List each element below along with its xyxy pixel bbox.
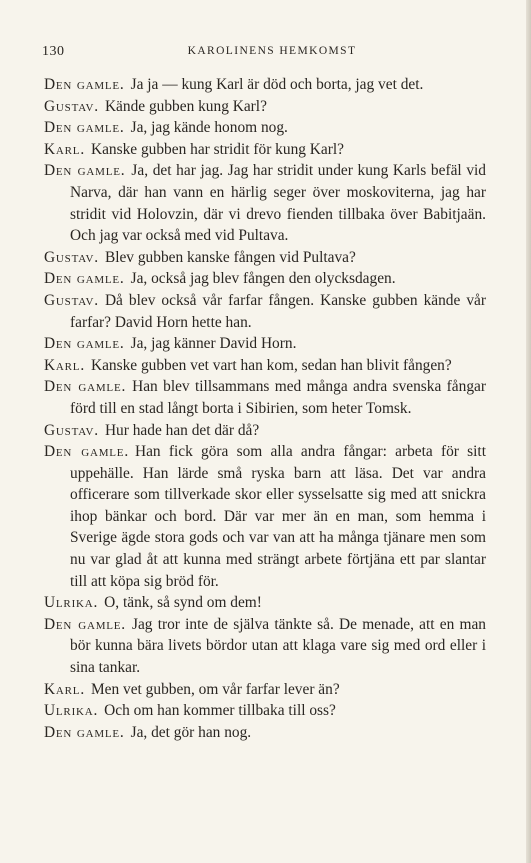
dialogue-body [44, 74, 486, 743]
speaker-name: Ulrika. [44, 594, 99, 612]
speaker-name: Karl. [44, 140, 85, 158]
speech-text: Ja, det har jag. Jag har stridit under kung Karls befäl vid Narva, där han vann en härlig seger över moskoviterna, jag har stridit vid Holovzin, där vi drevo fienden tillbaka över Babitjaän. Och jag var också med vid Pultava. [70, 162, 486, 245]
speech-text: Hur hade han det där då? [104, 421, 260, 439]
speech-line [44, 420, 486, 442]
speaker-name: Den gamle. [44, 378, 127, 396]
speaker-name: Den gamle. [44, 270, 125, 288]
speech-text: Kanske gubben vet vart han kom, sedan han blivit fången? [90, 356, 452, 374]
speaker-name: Den gamle. [44, 76, 125, 93]
speech-line [44, 268, 486, 290]
speech-line [44, 700, 486, 722]
speaker-name: Den gamle. [44, 443, 129, 461]
speech-line [44, 679, 486, 701]
speech-text: Ja, jag kände honom nog. [130, 119, 288, 137]
speech-text: Blev gubben kanske fången vid Pultava? [104, 248, 356, 266]
speech-line [44, 160, 486, 246]
speech-text: Han blev tillsammans med många andra svenska fångar förd till en stad långt borta i Sibirien, som heter Tomsk. [70, 378, 486, 417]
speech-line [44, 722, 486, 744]
speech-line [44, 441, 486, 592]
speech-text: Han fick göra som alla andra fångar: arbeta för sitt uppehälle. Han lärde små ryska barn att läsa. Det var andra officerare som tillverkade skor eller sysselsatte sig med att snickra ihop bänkar och bord. Där var mer än en man, som hemma i Sverige ägde stora gods och var van att ha många tjänare men som nu var glad åt att kunna med strängt arbete förtjäna ett par slantar till att köpa sig bröd för. [70, 443, 486, 590]
speaker-name: Ulrika. [44, 702, 99, 720]
speech-text: Kände gubben kung Karl? [104, 97, 267, 115]
speech-line [44, 247, 486, 269]
speaker-name: Karl. [44, 356, 85, 374]
speech-text: Då blev också vår farfar fången. Kanske gubben kände vår farfar? David Horn hette han. [70, 291, 486, 331]
speech-line [44, 290, 486, 333]
running-title: KAROLINENS HEMKOMST [187, 45, 357, 57]
speech-text: Kanske gubben har stridit för kung Karl? [90, 140, 344, 158]
speaker-name: Den gamle. [44, 335, 125, 353]
speaker-name: Gustav. [44, 291, 99, 309]
speaker-name: Gustav. [44, 97, 99, 115]
speech-line [44, 96, 486, 118]
page-number: 130 [42, 44, 65, 59]
speaker-name: Karl. [44, 680, 85, 698]
speech-line [44, 139, 486, 161]
speech-text: Ja, det gör han nog. [130, 723, 252, 741]
speaker-name: Den gamle. [44, 723, 125, 741]
speech-line [44, 592, 486, 614]
speaker-name: Den gamle. [44, 615, 126, 633]
speaker-name: Gustav. [44, 421, 99, 439]
speech-text: Jag tror inte de själva tänkte så. De menade, att en man bör kunna bära livets bördor utan att klaga vare sig med ord eller i sina tankar. [70, 615, 486, 677]
speech-line [44, 355, 486, 377]
speaker-name: Den gamle. [44, 119, 125, 137]
speech-line [44, 376, 486, 419]
speech-text: O, tänk, så synd om dem! [104, 594, 262, 612]
speech-line [44, 117, 486, 139]
speaker-name: Gustav. [44, 248, 99, 266]
page-header [42, 44, 502, 62]
speech-text: Ja, jag känner David Horn. [130, 335, 297, 353]
speaker-name: Den gamle. [44, 162, 126, 180]
speech-text: Men vet gubben, om vår farfar lever än? [90, 680, 340, 698]
speech-text: Och om han kommer tillbaka till oss? [104, 702, 336, 720]
page-edge [526, 0, 531, 863]
speech-line [44, 333, 486, 355]
speech-line [44, 614, 486, 679]
speech-text: Ja, också jag blev fången den olycksdagen. [130, 270, 396, 288]
speech-text: Ja ja — kung Karl är död och borta, jag vet det. [130, 76, 424, 93]
speech-line [44, 74, 486, 96]
